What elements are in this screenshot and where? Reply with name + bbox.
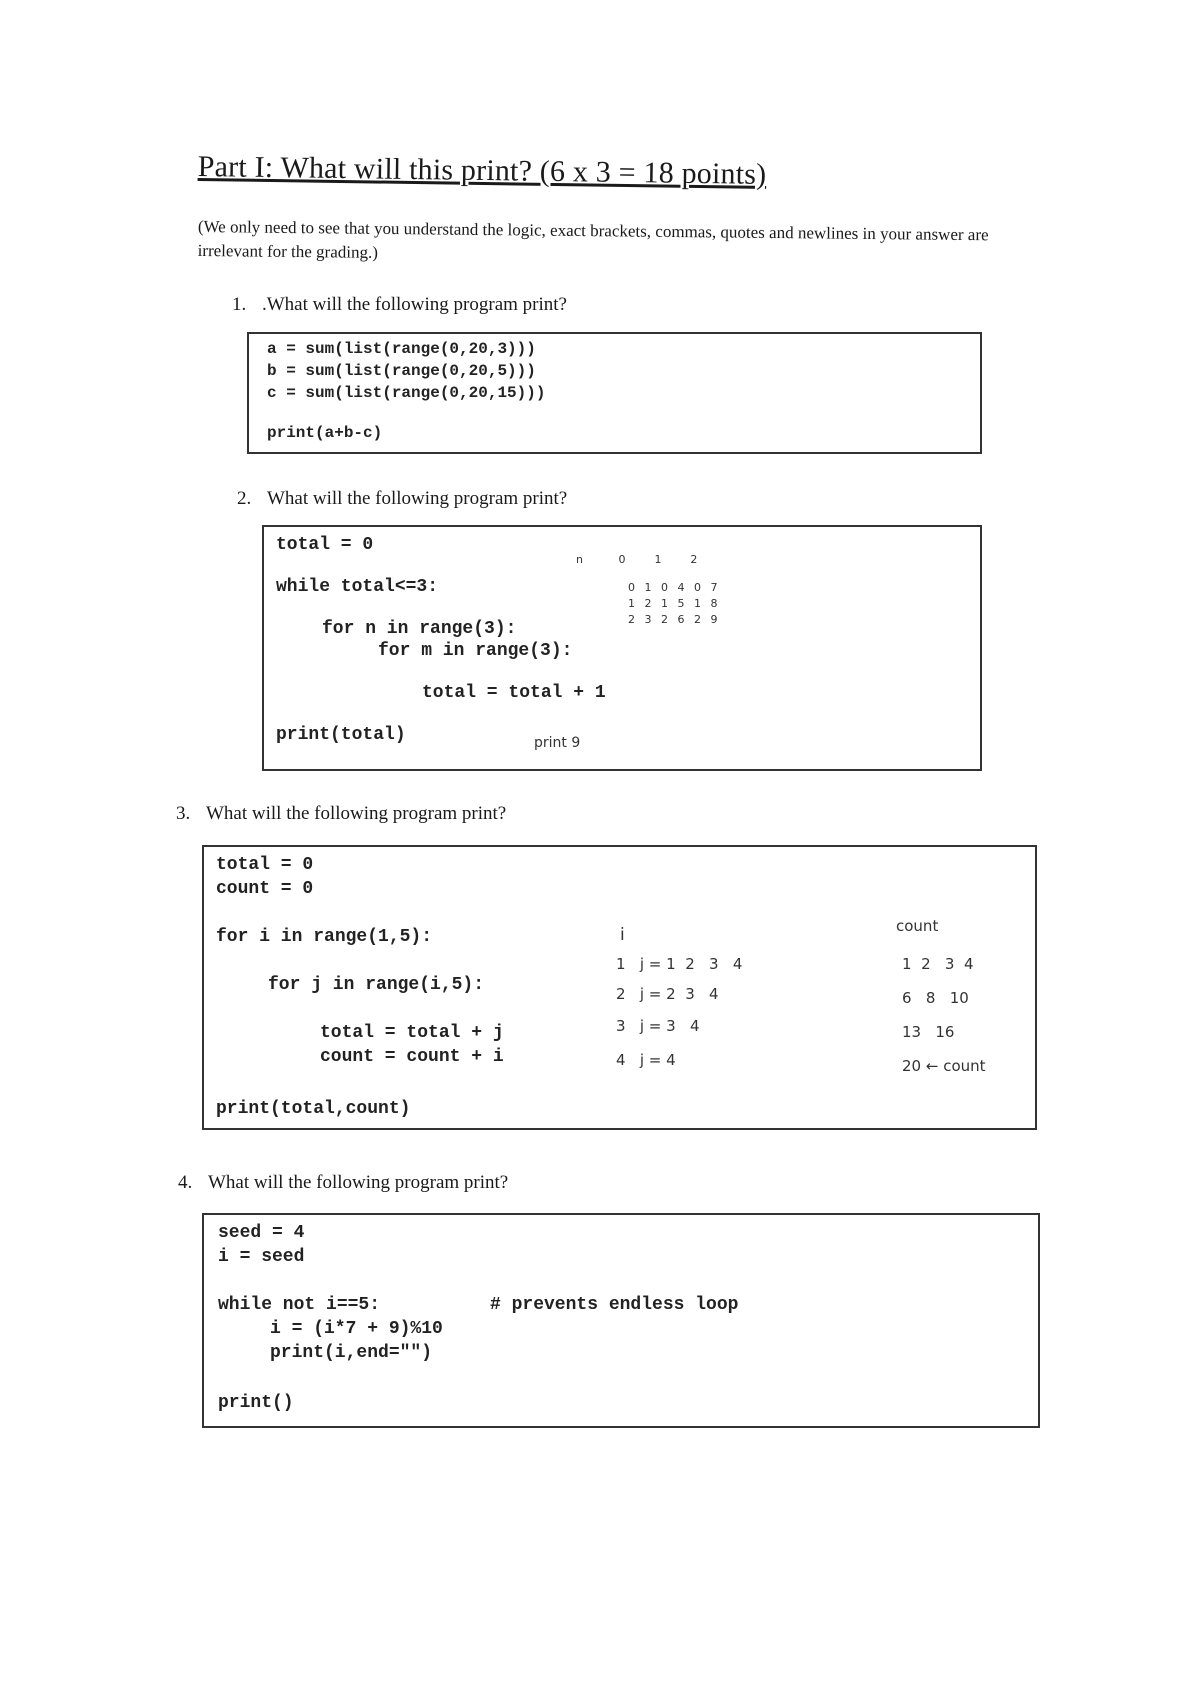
q3-note-count-2: 6 8 10: [902, 989, 969, 1007]
q2-note-row-3: 2 3 2 6 2 9: [628, 613, 721, 626]
q2-code-line-6: print(total): [276, 725, 406, 745]
q4-number: 4.: [178, 1172, 193, 1193]
q2-note-header: n 0 1 2: [576, 553, 701, 566]
q4-code-line-3: while not i==5:: [218, 1295, 381, 1315]
part-title: Part I: What will this print? (6 x 3 = 18 points): [197, 150, 767, 191]
q3-code-line-5: total = total + j: [320, 1023, 504, 1043]
q3-label: [176, 803, 506, 825]
q3-code-line-2: count = 0: [216, 879, 314, 899]
q1-code-box: [247, 332, 982, 454]
q2-code-line-4: for m in range(3):: [378, 641, 573, 661]
q4-code-line-6: print(): [218, 1393, 294, 1413]
q2-label: [237, 488, 567, 510]
q2-code-line-3: for n in range(3):: [322, 619, 517, 639]
q3-code-box: [202, 845, 1037, 1130]
q4-code-line-5: print(i,end=""): [270, 1343, 433, 1363]
q3-note-count-4: 20 ← count: [902, 1057, 986, 1075]
q1-question: .What will the following program print?: [262, 294, 567, 315]
q1-code-line-2: b = sum(list(range(0,20,5))): [267, 362, 536, 380]
q1-code-line-4: print(a+b-c): [267, 424, 383, 442]
q3-note-row-2: 2 j = 2 3 4: [616, 985, 719, 1003]
q2-note-row-2: 1 2 1 5 1 8: [628, 597, 721, 610]
q4-question: What will the following program print?: [208, 1172, 509, 1193]
q4-code-line-1: seed = 4: [218, 1223, 305, 1243]
q3-note-count-3: 13 16: [902, 1023, 955, 1041]
q4-code-box: [202, 1213, 1040, 1428]
q3-note-row-1: 1 j = 1 2 3 4: [616, 955, 743, 973]
q3-code-line-7: print(total,count): [216, 1099, 411, 1119]
q2-code-line-1: total = 0: [276, 535, 374, 555]
q4-code-line-4: i = (i*7 + 9)%10: [270, 1319, 443, 1339]
q3-number: 3.: [176, 803, 191, 824]
instructions-text: (We only need to see that you understand the logic, exact brackets, commas, quotes and newlines in your answer are irrelevant for the grading.): [197, 216, 989, 262]
q3-code-line-4: for j in range(i,5):: [268, 975, 485, 995]
q2-code-box: [262, 525, 982, 771]
q2-code-line-2: while total<=3:: [276, 577, 439, 597]
q4-code-comment: # prevents endless loop: [490, 1295, 739, 1315]
q2-code-line-5: total = total + 1: [422, 683, 606, 703]
q3-note-count-1: 1 2 3 4: [902, 955, 974, 973]
q3-note-row-4: 4 j = 4: [616, 1051, 676, 1069]
q1-code-line-3: c = sum(list(range(0,20,15))): [267, 384, 546, 402]
q1-label: [232, 294, 567, 316]
q1-code-line-1: a = sum(list(range(0,20,3))): [267, 340, 536, 358]
q3-note-row-3: 3 j = 3 4: [616, 1017, 700, 1035]
q3-code-line-6: count = count + i: [320, 1047, 504, 1067]
q3-question: What will the following program print?: [206, 803, 507, 824]
q4-code-line-2: i = seed: [218, 1247, 305, 1267]
q3-code-line-3: for i in range(1,5):: [216, 927, 433, 947]
q2-note-row-1: 0 1 0 4 0 7: [628, 581, 721, 594]
q3-note-i-header: i: [620, 925, 625, 945]
q4-label: [178, 1172, 508, 1194]
q1-number: 1.: [232, 294, 247, 315]
q3-code-line-1: total = 0: [216, 855, 314, 875]
q2-number: 2.: [237, 488, 252, 509]
q2-question: What will the following program print?: [267, 488, 568, 509]
q3-note-count-header: count: [896, 917, 939, 935]
q2-note-answer: print 9: [534, 735, 581, 751]
